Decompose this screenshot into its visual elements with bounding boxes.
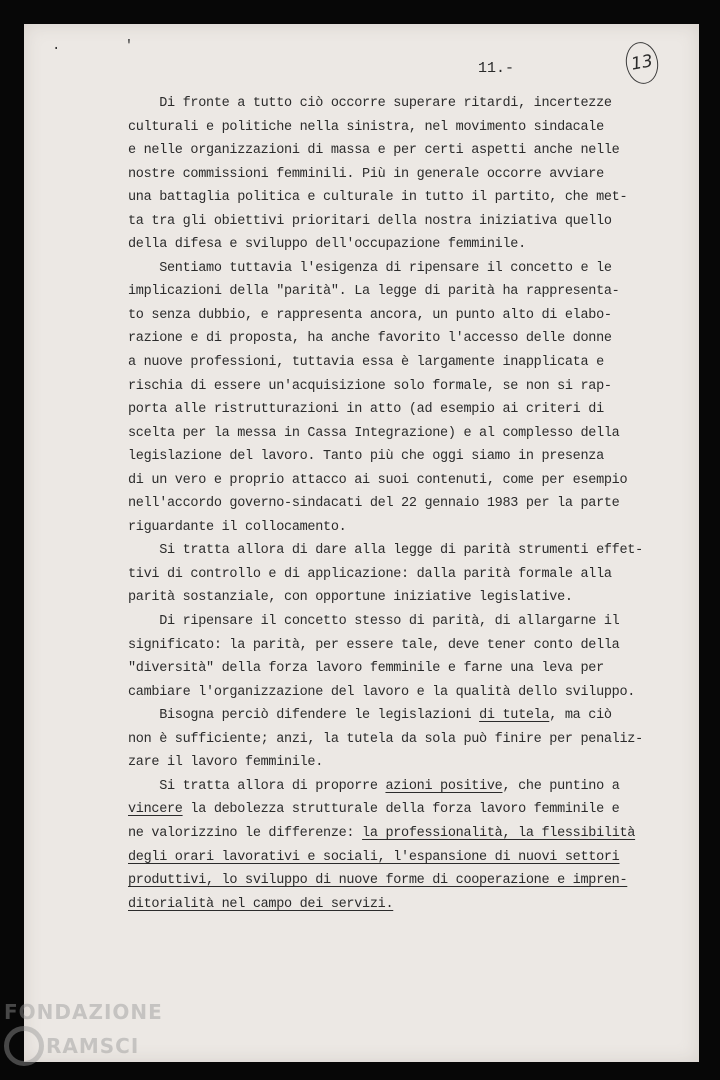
- text-segment: , ma ciò: [549, 708, 612, 724]
- text-line: [128, 116, 668, 140]
- underlined-text: di tutela: [479, 708, 550, 724]
- underlined-text: la professionalità, la flessibilità: [362, 825, 636, 841]
- text-segment: riguardante il collocamento.: [128, 519, 347, 535]
- text-line: [128, 893, 668, 917]
- gramsci-g-logo-icon: [4, 1026, 44, 1066]
- underlined-text: degli orari lavorativi e sociali, l'espansione di nuovi settori: [128, 849, 620, 865]
- text-segment: ta tra gli obiettivi prioritari della nostra iniziativa quello: [128, 213, 612, 229]
- text-line: [128, 422, 668, 446]
- text-segment: , che puntino a: [502, 778, 620, 794]
- text-line: [128, 327, 668, 351]
- document-page: [24, 24, 699, 1062]
- text-segment: Sentiamo tuttavia l'esigenza di ripensare il concetto e le: [128, 260, 612, 276]
- text-segment: nell'accordo governo-sindacati del 22 gennaio 1983 per la parte: [128, 496, 620, 512]
- text-segment: Si tratta allora di proporre: [128, 778, 386, 794]
- text-line: [128, 139, 668, 163]
- underlined-text: produttivi, lo sviluppo di nuove forme di cooperazione e impren-: [128, 873, 628, 889]
- text-line: [128, 822, 668, 846]
- text-line: [128, 233, 668, 257]
- watermark-line1: FONDAZIONE: [4, 1000, 163, 1024]
- text-line: [128, 798, 668, 822]
- text-line: [128, 539, 668, 563]
- text-line: [128, 610, 668, 634]
- text-segment: ne valorizzino le differenze:: [128, 825, 363, 841]
- underlined-text: vincere: [128, 802, 183, 818]
- text-segment: scelta per la messa in Cassa Integrazione) e al complesso della: [128, 425, 620, 441]
- text-line: [128, 751, 668, 775]
- text-line: [128, 469, 668, 493]
- text-line: [128, 375, 668, 399]
- text-segment: razione e di proposta, ha anche favorito l'accesso delle donne: [128, 331, 612, 347]
- text-line: [128, 634, 668, 658]
- text-segment: parità sostanziale, con opportune iniziative legislative.: [128, 590, 573, 606]
- text-line: [128, 869, 668, 893]
- underlined-text: azioni positive: [385, 778, 503, 794]
- text-segment: della difesa e sviluppo dell'occupazione femminile.: [128, 237, 526, 253]
- text-segment: significato: la parità, per essere tale, deve tener conto della: [128, 637, 620, 653]
- text-line: [128, 257, 668, 281]
- text-line: [128, 163, 668, 187]
- paragraph: [128, 704, 668, 775]
- text-segment: Di ripensare il concetto stesso di parità, di allargarne il: [128, 614, 620, 630]
- text-line: [128, 704, 668, 728]
- text-segment: cambiare l'organizzazione del lavoro e la qualità dello sviluppo.: [128, 684, 636, 700]
- stamp-number: 13: [629, 51, 655, 75]
- text-line: [128, 728, 668, 752]
- paragraph: [128, 539, 668, 610]
- text-segment: Di fronte a tutto ciò occorre superare ritardi, incertezze: [128, 96, 612, 111]
- text-segment: la debolezza strutturale della forza lavoro femminile e: [182, 802, 620, 818]
- text-line: [128, 280, 668, 304]
- text-segment: a nuove professioni, tuttavia essa è largamente inapplicata e: [128, 355, 604, 371]
- text-line: [128, 563, 668, 587]
- text-segment: una battaglia politica e culturale in tutto il partito, che met-: [128, 190, 628, 206]
- text-segment: "diversità" della forza lavoro femminile e farne una leva per: [128, 661, 604, 677]
- text-line: [128, 681, 668, 705]
- text-line: [128, 492, 668, 516]
- text-line: [128, 304, 668, 328]
- text-line: [128, 210, 668, 234]
- text-line: [128, 186, 668, 210]
- text-line: [128, 775, 668, 799]
- text-line: [128, 445, 668, 469]
- text-segment: legislazione del lavoro. Tanto più che oggi siamo in presenza: [128, 449, 604, 465]
- archive-stamp: [623, 40, 662, 87]
- text-segment: Bisogna perciò difendere le legislazioni: [128, 708, 480, 724]
- fondazione-gramsci-watermark: [4, 1000, 163, 1066]
- text-line: [128, 657, 668, 681]
- text-segment: Si tratta allora di dare alla legge di parità strumenti effet-: [128, 543, 643, 559]
- corner-marks: . ': [52, 38, 162, 54]
- paragraph: [128, 92, 668, 257]
- text-segment: implicazioni della "parità". La legge di parità ha rappresenta-: [128, 284, 620, 300]
- text-segment: zare il lavoro femminile.: [128, 755, 324, 771]
- text-segment: tivi di controllo e di applicazione: dalla parità formale alla: [128, 566, 612, 582]
- text-segment: di un vero e proprio attacco ai suoi contenuti, come per esempio: [128, 472, 628, 488]
- text-line: [128, 92, 668, 116]
- paragraph: [128, 257, 668, 540]
- underlined-text: ditorialità nel campo dei servizi.: [128, 896, 394, 912]
- body-text: [128, 92, 668, 916]
- text-line: [128, 351, 668, 375]
- paragraph: [128, 775, 668, 916]
- text-segment: nostre commissioni femminili. Più in generale occorre avviare: [128, 166, 604, 182]
- text-segment: e nelle organizzazioni di massa e per certi aspetti anche nelle: [128, 143, 620, 159]
- text-segment: porta alle ristrutturazioni in atto (ad esempio ai criteri di: [128, 402, 604, 418]
- paragraph: [128, 610, 668, 704]
- watermark-line2: RAMSCI: [46, 1034, 140, 1058]
- text-segment: to senza dubbio, e rappresenta ancora, un punto alto di elabo-: [128, 307, 612, 323]
- text-line: [128, 586, 668, 610]
- text-segment: culturali e politiche nella sinistra, nel movimento sindacale: [128, 119, 604, 135]
- text-segment: rischia di essere un'acquisizione solo formale, se non si rap-: [128, 378, 612, 394]
- page-number: 11.-: [478, 60, 515, 77]
- text-segment: non è sufficiente; anzi, la tutela da sola può finire per penaliz-: [128, 731, 643, 747]
- text-line: [128, 398, 668, 422]
- text-line: [128, 846, 668, 870]
- text-line: [128, 516, 668, 540]
